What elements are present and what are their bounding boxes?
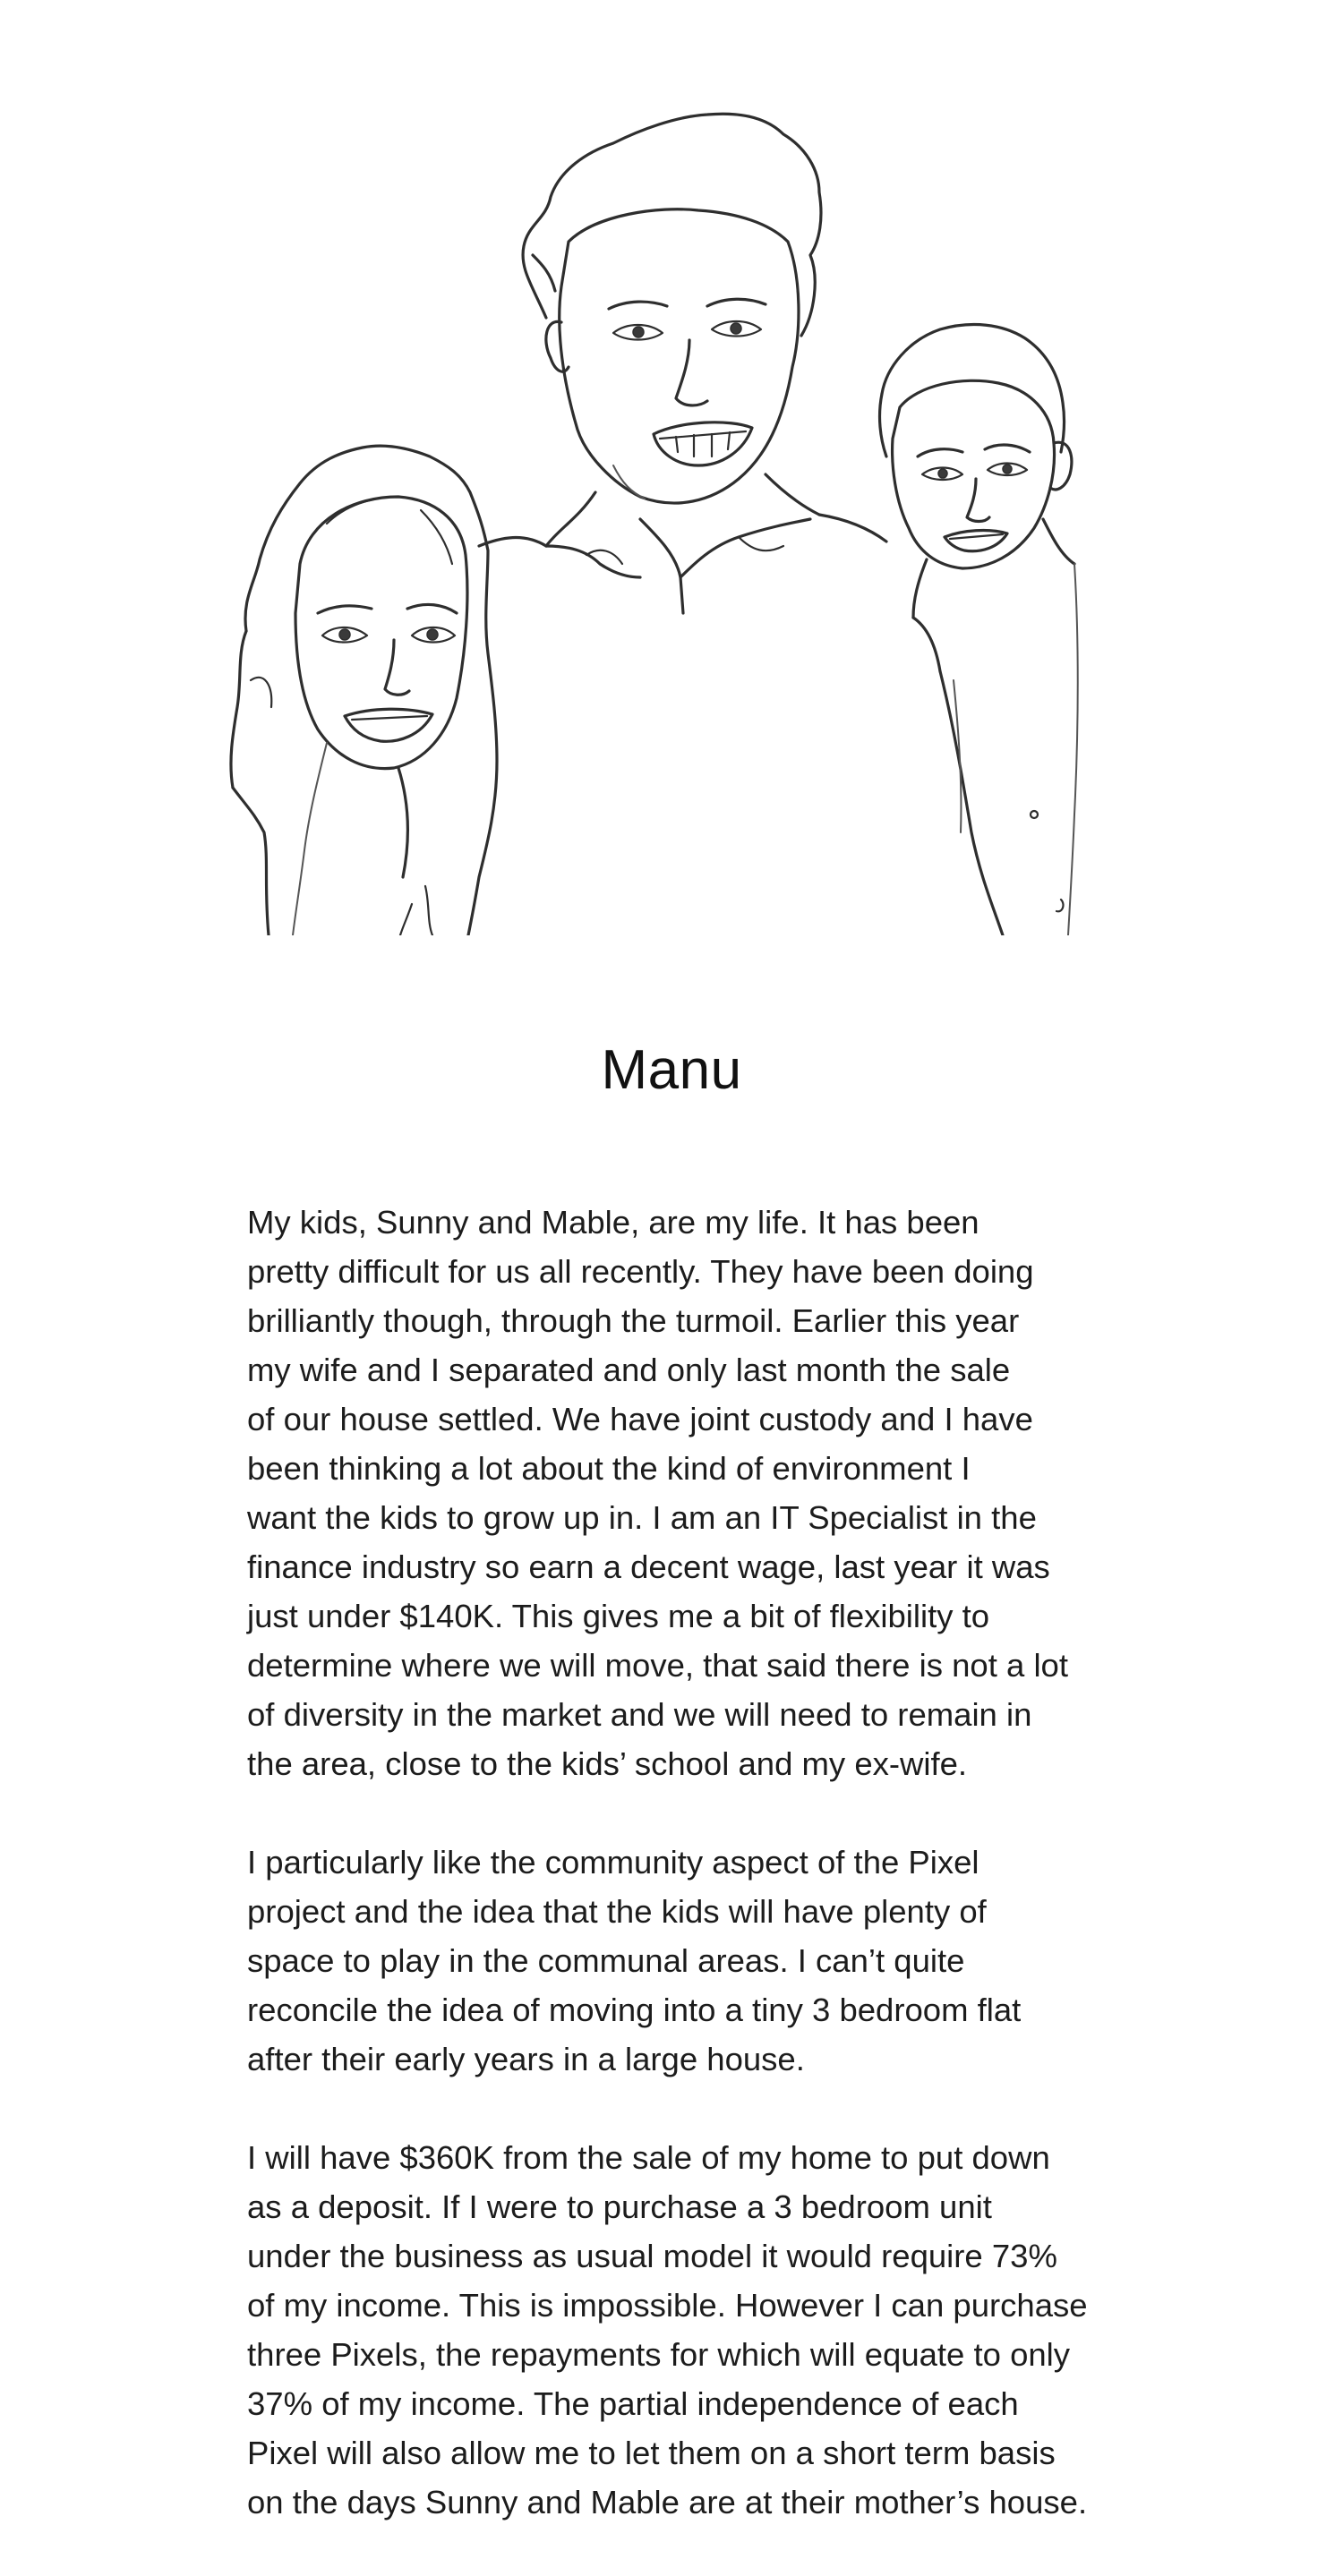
family-portrait-illustration [192, 98, 1128, 935]
paragraph-family-situation: My kids, Sunny and Mable, are my life. It has been pretty difficult for us all recently. They have been doing brilliantly though, through the turmoil. Earlier this year my wife and I separated and only last month the sale of our house settled. We have joint custody and I have been thinking a lot about the kind of environment I want the kids to grow up in. I am an IT Specialist in the finance industry so earn a decent wage, last year it was just under $140K. This gives me a bit of flexibility to determine where we will move, that said there is not a lot of diversity in the market and we will need to remain in the area, close to the kids’ school and my ex-wife. [247, 1204, 1068, 1782]
paragraph-finances: I will have $360K from the sale of my home to put down as a deposit. If I were to purchase a 3 bedroom unit under the business as usual model it would require 73% of my income. This is impossible. However I can purchase three Pixels, the repayments for which will equate to only 37% of my income. The partial independence of each Pixel will also allow me to let them on a short term basis on the days Sunny and Mable are at their mother’s house. [247, 2139, 1088, 2521]
story-text [247, 1198, 1125, 2576]
family-sketch-icon [192, 98, 1128, 935]
paragraph-community: I particularly like the community aspect of the Pixel project and the idea that the kids will have plenty of space to play in the communal areas. I can’t quite reconcile the idea of moving into a tiny 3 bedroom flat after their early years in a large house. [247, 1844, 1022, 2077]
page-title: Manu [601, 1039, 742, 1101]
